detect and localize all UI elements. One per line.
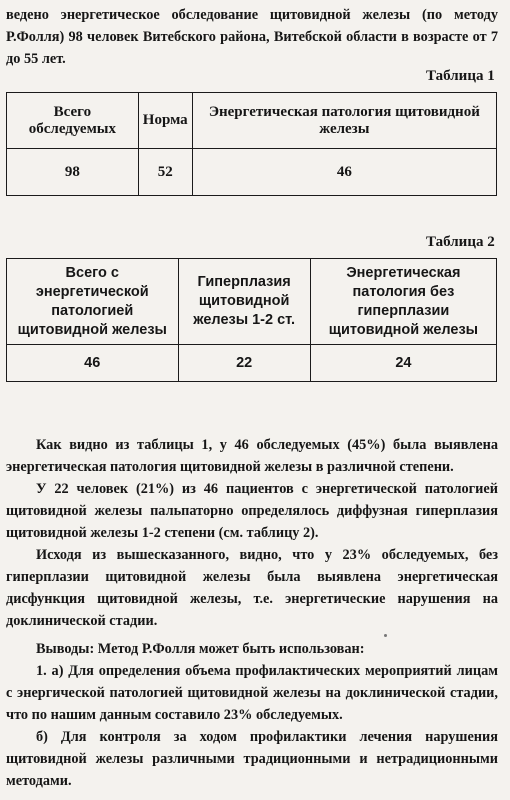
table-1-cell-norm: 52: [138, 149, 192, 196]
table-2-cell-hyperplasia: 22: [178, 345, 310, 382]
table-2: [6, 258, 497, 382]
table-2-header-total: Всего с энергетической патологией щитовидной железы: [7, 259, 179, 345]
intro-paragraph: ведено энергетическое обследование щитовидной железы (по методу Р.Фолля) 98 человек Витебского района, Витебской области в возрасте от 7 до 55 лет.: [6, 7, 498, 67]
scan-speck: [384, 634, 387, 637]
table-2-cell-total: 46: [7, 345, 179, 382]
table-1-header-row: [7, 93, 497, 149]
table-2-header-hyperplasia: Гиперплазия щитовидной железы 1-2 ст.: [178, 259, 310, 345]
table-2-header-no-hyperplasia: Энергетическая патология без гиперплазии щитовидной железы: [310, 259, 496, 345]
table-2-cell-no-hyperplasia: 24: [310, 345, 496, 382]
table-2-caption: Таблица 2: [426, 234, 495, 250]
paragraph-findings-heading: Выводы: Метод Р.Фолля может быть использован:: [36, 641, 365, 657]
table-1-header-norm: Норма: [138, 93, 192, 149]
paragraph-conclusion: Исходя из вышесказанного, видно, что у 23% обследуемых, без гиперплазии щитовидной железы была выявлена энергетическая дисфункция щитовидной железы, т.е. энергетические нарушения на доклинической стадии.: [6, 547, 498, 629]
table-1-data-row: [7, 149, 497, 196]
table-1-cell-total: 98: [7, 149, 139, 196]
paragraph-finding-a: 1. а) Для определения объема профилактических мероприятий лицам с энергической патологией щитовидной железы на доклинической стадии, что по нашим данным составило 23% обследуемых.: [6, 663, 498, 723]
paragraph-hyperplasia: У 22 человек (21%) из 46 пациентов с энергетической патологией щитовидной железы пальпаторно определялось диффузная гиперплазия щитовидной железы 1-2 степени (см. таблицу 2).: [6, 481, 498, 541]
table-2-data-row: [7, 345, 497, 382]
table-1-caption: Таблица 1: [426, 68, 495, 84]
paragraph-table1-summary: Как видно из таблицы 1, у 46 обследуемых (45%) была выявлена энергетическая патология щитовидной железы в различной степени.: [6, 437, 498, 475]
table-1-header-pathology: Энергетическая патология щитовидной железы: [192, 93, 496, 149]
table-1: [6, 92, 497, 196]
table-1-header-total: Всего обследуемых: [7, 93, 139, 149]
body-text: [6, 434, 498, 792]
table-1-cell-pathology: 46: [192, 149, 496, 196]
table-2-header-row: [7, 259, 497, 345]
paragraph-finding-b: б) Для контроля за ходом профилактики лечения нарушения щитовидной железы различными традиционными и нетрадиционными методами.: [6, 729, 498, 789]
